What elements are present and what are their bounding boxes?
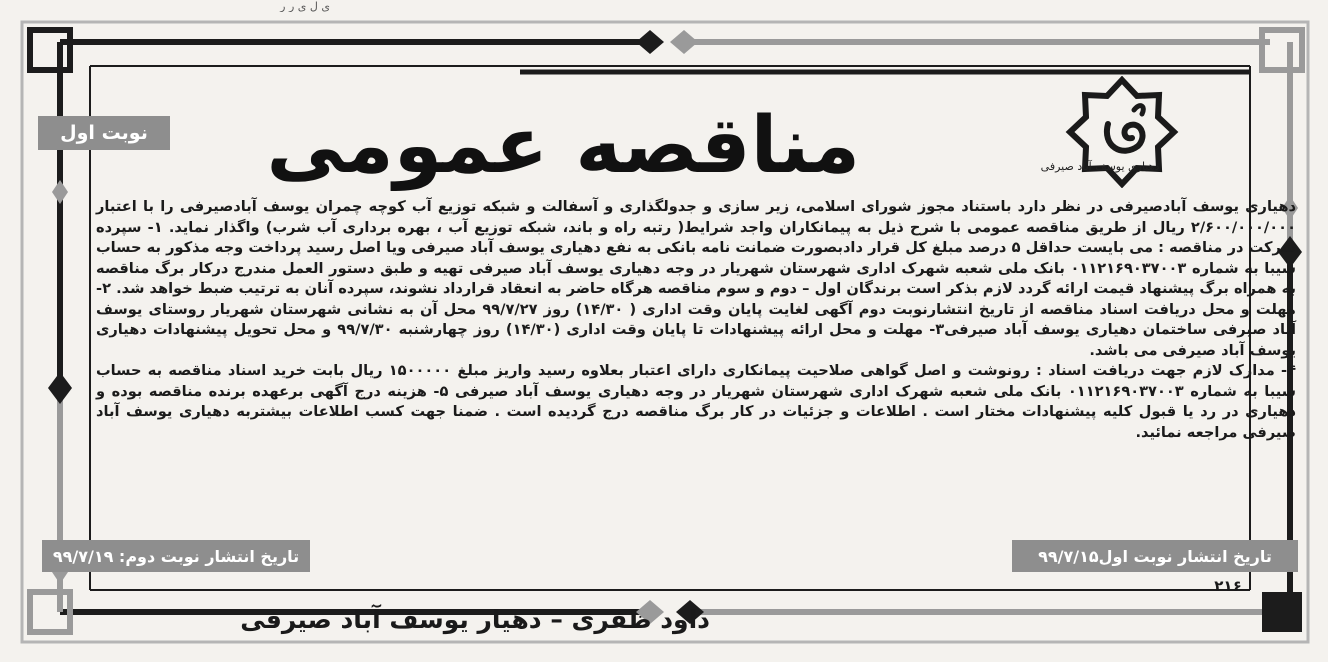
notice-body xyxy=(96,197,1296,443)
notice-title: مناقصه عمومی xyxy=(266,101,860,191)
second-publication-date: تاریخ انتشار نوبت دوم: ۹۹/۷/۱۹ xyxy=(42,540,310,572)
logo-caption: دهیاری یوسف آباد صیرفی xyxy=(1040,160,1160,173)
first-publication-date: تاریخ انتشار نوبت اول۹۹/۷/۱۵ xyxy=(1012,540,1298,572)
body-paragraph: دهیاری یوسف آبادصیرفی در نظر دارد باستناد مجوز شورای اسلامی، زیر سازی و جدولگذاری و آسفالت و شبکه توزیع آب کوچه چمران یوسف آبادصیرفی را با اعتبار ۲/۶۰۰/۰۰۰/۰۰۰ ریال از طریق مناقصه عمومی با شرح ذیل به پیمانکاران واجد شرایط( رتبه راه و باند، شبکه توزیع آب ، بهره برداری آب شرب) واگذار نماید. ۱- سپرده شرکت در مناقصه : می بایست حداقل ۵ درصد مبلغ کل قرار دادبصورت ضمانت نامه بانکی به نفع دهیاری یوسف آباد صیرفی ویا اصل رسید پرداخت وجه مذکور به حساب سیبا به شماره ۰۱۱۲۱۶۹۰۳۷۰۰۳ بانک ملی شعبه شهرک اداری شهرستان شهریار در وجه دهیاری یوسف آباد صیرفی تهیه و طبق دستور العمل مندرج درکار برگ مناقصه به همراه برگ پیشنهاد قیمت ارائه گردد لازم بذکر است برندگان اول – دوم و سوم مناقصه هرگاه حاضر به انعقاد قرارداد نشوند، سپرده آنان به ترتیب ضبط خواهد شد. ۲- مهلت و محل دریافت اسناد مناقصه از تاریخ انتشارنوبت دوم آگهی لغایت پایان وقت اداری ( ۱۴/۳۰) روز ۹۹/۷/۲۷ محل آن به نشانی شهرستان شهریار روستای یوسف آباد صیرفی ساختمان دهیاری یوسف آباد صیرفی۳- مهلت و محل ارائه پیشنهادات تا پایان وقت اداری (۱۴/۳۰) روز چهارشنبه ۹۹/۷/۳۰ و محل تحویل پیشنهادات دهیاری یوسف آباد صیرفی می باشد. xyxy=(96,198,1296,359)
page-number: ۲۱۶ xyxy=(1214,577,1242,595)
cut-off-text-fragment: ی ل ی ر ر xyxy=(280,0,330,12)
body-paragraph: ۴- مدارک لازم جهت دریافت اسناد : رونوشت و اصل گواهی صلاحیت پیمانکاری دارای اعتبار بعلاوه رسید واریز مبلغ ۱۵۰۰۰۰۰ ریال بابت خرید اسناد مناقصه به حساب سیبا به شماره ۰۱۱۲۱۶۹۰۳۷۰۰۳ بانک ملی شعبه شهرک اداری شهرستان شهریار در وجه دهیاری یوسف آباد صیرفی ۵- هزینه درج آگهی برعهده برنده مناقصه بوده و دهیاری در رد یا قبول کلیه پیشنهادات مختار است . اطلاعات و جزئیات در کار برگ مناقصه درج گردیده است . ضمنا جهت کسب اطلاعات بیشتربه دهیاری یوسف آباد صیرفی مراجعه نمائید. xyxy=(96,362,1297,441)
publication-round-badge: نوبت اول xyxy=(38,116,170,150)
signature-line: داود ظفری – دهیار یوسف آباد صیرفی xyxy=(240,605,710,634)
